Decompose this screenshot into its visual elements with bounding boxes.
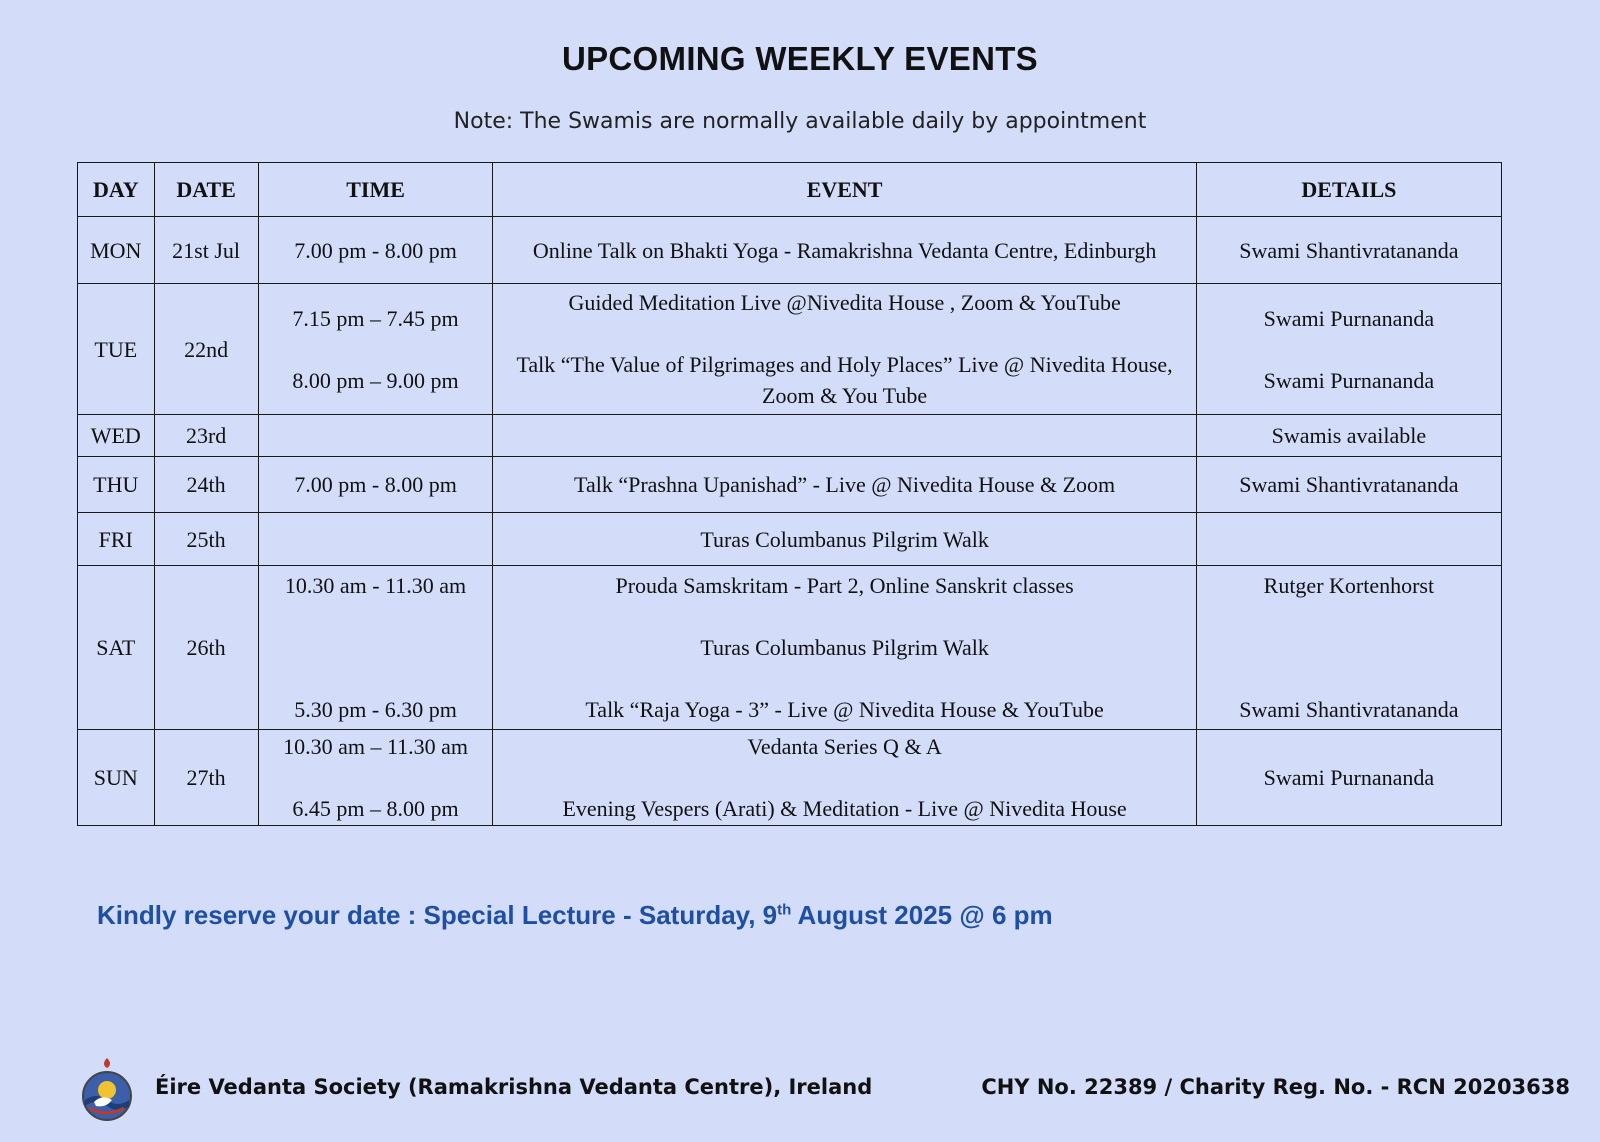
- date-cell: 23rd: [154, 415, 258, 457]
- time-cell: [258, 566, 493, 730]
- date-cell: 26th: [154, 566, 258, 730]
- time-cell: [258, 415, 493, 457]
- event-line: Talk “Raja Yoga - 3” - Live @ Nivedita House & YouTube: [585, 697, 1104, 722]
- date-cell: 24th: [154, 457, 258, 513]
- details-line: Rutger Kortenhorst: [1263, 573, 1435, 598]
- event-cell: [493, 566, 1196, 730]
- appointment-note: Note: The Swamis are normally available daily by appointment: [453, 109, 1147, 134]
- event-line: Vedanta Series Q & A: [747, 734, 942, 759]
- header-event: EVENT: [493, 163, 1196, 217]
- event-line: Evening Vespers (Arati) & Meditation - Live @ Nivedita House: [562, 796, 1127, 821]
- events-table: [77, 162, 1502, 826]
- event-line: Turas Columbanus Pilgrim Walk: [700, 635, 989, 660]
- event-cell: Turas Columbanus Pilgrim Walk: [493, 513, 1196, 566]
- table-row: [78, 513, 1502, 566]
- time-cell: 7.00 pm - 8.00 pm: [258, 217, 493, 284]
- details-line: Swami Purnananda: [1263, 305, 1435, 331]
- details-cell: [1196, 284, 1501, 415]
- details-cell: Swami Shantivratananda: [1196, 217, 1501, 284]
- details-cell: Swami Shantivratananda: [1196, 457, 1501, 513]
- table-row: [78, 415, 1502, 457]
- header-date: DATE: [154, 163, 258, 217]
- details-cell: [1196, 566, 1501, 730]
- details-line: Swami Purnananda: [1263, 367, 1435, 393]
- footer-organization: Éire Vedanta Society (Ramakrishna Vedanta Centre), Ireland: [155, 1075, 873, 1099]
- page-title: UPCOMING WEEKLY EVENTS: [561, 40, 1038, 77]
- day-cell: THU: [78, 457, 155, 513]
- details-cell: [1196, 730, 1501, 826]
- day-cell: SUN: [78, 730, 155, 826]
- table-row: [78, 457, 1502, 513]
- time-line: 5.30 pm - 6.30 pm: [294, 697, 457, 722]
- event-cell: [493, 284, 1196, 415]
- promo-superscript: th: [777, 901, 792, 919]
- details-cell: [1196, 513, 1501, 566]
- header-details: DETAILS: [1196, 163, 1501, 217]
- promo-suffix: August 2025 @ 6 pm: [791, 900, 1053, 930]
- day-cell: SAT: [78, 566, 155, 730]
- event-cell: Online Talk on Bhakti Yoga - Ramakrishna Vedanta Centre, Edinburgh: [493, 217, 1196, 284]
- details-line: Swami Shantivratananda: [1239, 697, 1459, 722]
- special-lecture-notice: [97, 900, 1053, 931]
- date-cell: 27th: [154, 730, 258, 826]
- footer-registration: CHY No. 22389 / Charity Reg. No. - RCN 20203638: [981, 1075, 1570, 1099]
- time-line: 7.15 pm – 7.45 pm: [292, 305, 459, 331]
- date-cell: 25th: [154, 513, 258, 566]
- table-header-row: [78, 163, 1502, 217]
- vedanta-emblem-icon: [80, 1056, 134, 1122]
- event-cell: Talk “Prashna Upanishad” - Live @ Nivedita House & Zoom: [493, 457, 1196, 513]
- time-cell: [258, 730, 493, 826]
- day-cell: TUE: [78, 284, 155, 415]
- event-line: Guided Meditation Live @Nivedita House , Zoom & YouTube: [568, 290, 1121, 315]
- date-cell: 21st Jul: [154, 217, 258, 284]
- day-cell: WED: [78, 415, 155, 457]
- table-row: [78, 284, 1502, 415]
- time-cell: [258, 284, 493, 415]
- date-cell: 22nd: [154, 284, 258, 415]
- promo-prefix: Kindly reserve your date : Special Lecture - Saturday, 9: [97, 900, 778, 930]
- header-day: DAY: [78, 163, 155, 217]
- header-time: TIME: [258, 163, 493, 217]
- table-row: [78, 730, 1502, 826]
- event-cell: [493, 415, 1196, 457]
- event-line: Talk “The Value of Pilgrimages and Holy Places” Live @ Nivedita House, Zoom & You Tube: [516, 352, 1173, 408]
- time-cell: [258, 513, 493, 566]
- time-cell: 7.00 pm - 8.00 pm: [258, 457, 493, 513]
- day-cell: FRI: [78, 513, 155, 566]
- time-line: 10.30 am – 11.30 am: [283, 734, 469, 759]
- details-cell: Swamis available: [1196, 415, 1501, 457]
- day-cell: MON: [78, 217, 155, 284]
- event-cell: [493, 730, 1196, 826]
- time-line: 10.30 am - 11.30 am: [284, 573, 467, 598]
- time-line: 6.45 pm – 8.00 pm: [292, 796, 459, 821]
- event-line: Prouda Samskritam - Part 2, Online Sanskrit classes: [615, 573, 1074, 598]
- details-line: Swami Purnananda: [1263, 765, 1435, 790]
- table-row: [78, 566, 1502, 730]
- time-line: 8.00 pm – 9.00 pm: [292, 367, 459, 393]
- table-row: [78, 217, 1502, 284]
